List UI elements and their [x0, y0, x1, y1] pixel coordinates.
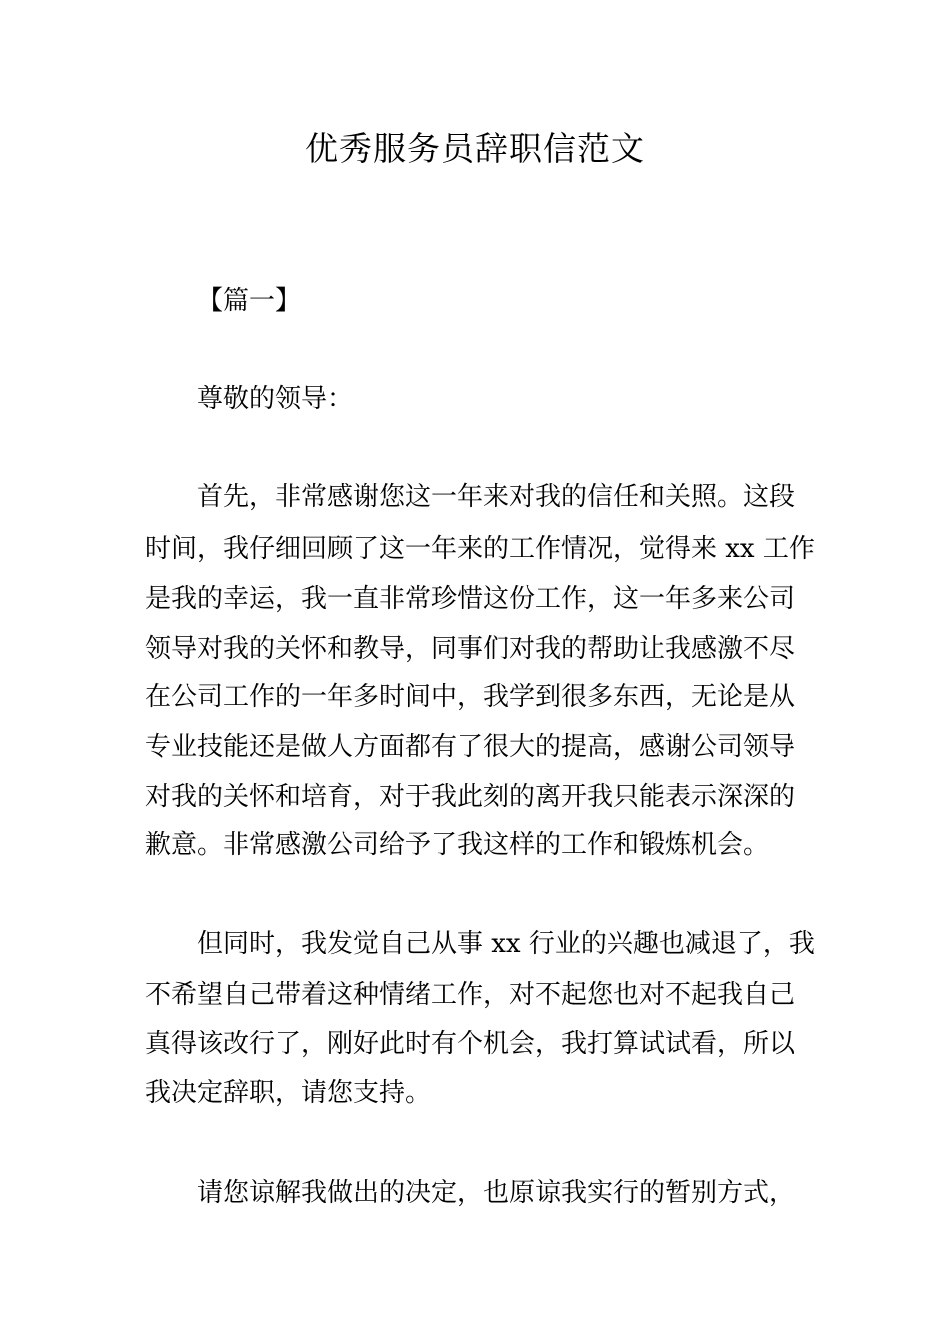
- paragraph-2-line-2: 不希望自己带着这种情绪工作，对不起您也对不起我自己: [145, 980, 796, 1010]
- paragraph-2-line-1: 但同时，我发觉自己从事 xx 行业的兴趣也减退了，我: [197, 929, 815, 959]
- paragraph-1-line-8: 歉意。非常感激公司给予了我这样的工作和锻炼机会。: [145, 830, 770, 860]
- paragraph-1-line-4: 领导对我的关怀和教导，同事们对我的帮助让我感激不尽: [145, 634, 796, 664]
- paragraph-1-line-2: 时间，我仔细回顾了这一年来的工作情况，觉得来 xx 工作: [145, 534, 815, 564]
- document-title: 优秀服务员辞职信范文: [305, 129, 645, 168]
- paragraph-3-line-1: 请您谅解我做出的决定，也原谅我实行的暂别方式，: [197, 1178, 796, 1208]
- paragraph-2-line-3: 真得该改行了，刚好此时有个机会，我打算试试看，所以: [145, 1029, 796, 1059]
- paragraph-1-line-3: 是我的幸运，我一直非常珍惜这份工作，这一年多来公司: [145, 584, 796, 614]
- paragraph-1-line-1: 首先，非常感谢您这一年来对我的信任和关照。这段: [197, 482, 796, 512]
- paragraph-1-line-5: 在公司工作的一年多时间中，我学到很多东西，无论是从: [145, 682, 796, 712]
- paragraph-2-line-4: 我决定辞职，请您支持。: [145, 1078, 432, 1108]
- paragraph-1-line-6: 专业技能还是做人方面都有了很大的提高，感谢公司领导: [145, 732, 796, 762]
- salutation: 尊敬的领导：: [197, 384, 354, 414]
- section-label: 【篇一】: [197, 286, 302, 316]
- paragraph-1-line-7: 对我的关怀和培育，对于我此刻的离开我只能表示深深的: [145, 782, 796, 812]
